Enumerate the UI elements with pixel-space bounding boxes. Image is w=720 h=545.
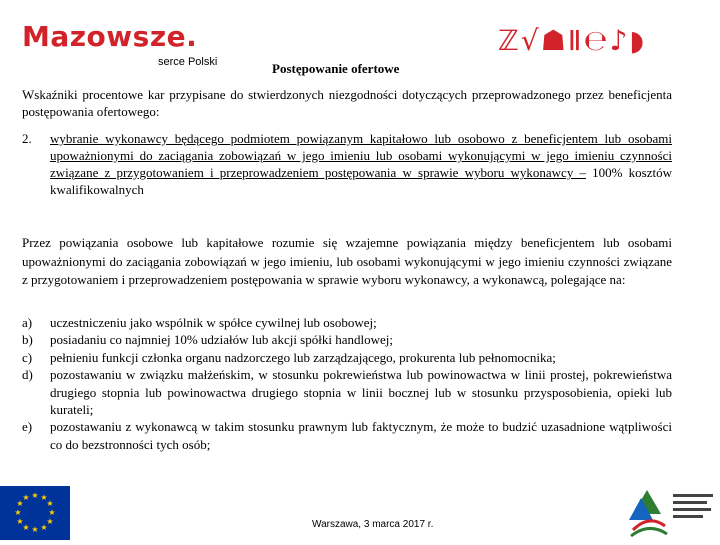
footer-date: Warszawa, 3 marca 2017 r. (312, 519, 434, 530)
logo-subtitle: serce Polski (158, 56, 218, 68)
item-rest-text: 100% kosztów kwalifikowalnych (50, 165, 672, 197)
list-item-text: pozostawaniu w związku małżeńskim, w stosunku pokrewieństwa lub powinowactwa w linii prostej, pokrewieństwa drugiego stopnia lub powinowactwa drugiego stopnia w linii bocznej lub w stosunku przysposobienia, opieki lub kurateli; (50, 367, 672, 418)
svg-text:★: ★ (22, 523, 30, 532)
definition-paragraph: Przez powiązania osobowe lub kapitałowe rozumie się wzajemne powiązania między beneficjentem lub osobami upoważnionymi do zaciągania zobowiązań w jego imieniu, lub osobami wykonującymi w jego imieniu czynności związane z przygotowaniem i przeprowadzeniem postępowania w sprawie wyboru wykonawcy, a wykonawcą, polegające na: (22, 235, 672, 287)
list-item-text: posiadaniu co najmniej 10% udziałów lub akcji spółki handlowej; (50, 332, 393, 348)
intro-text: Wskaźniki procentowe kar przypisane do stwierdzonych niezgodności dotyczących przeprowadzonego przez beneficjenta postępowania ofertowego: (22, 87, 672, 119)
svg-text:★: ★ (22, 493, 30, 502)
svg-text:★: ★ (46, 517, 54, 526)
list-marker: c) (22, 349, 33, 365)
list-item (22, 349, 672, 366)
list-item (22, 314, 672, 331)
svg-text:★: ★ (31, 491, 39, 500)
list-item-2 (22, 130, 672, 198)
relations-list (22, 314, 672, 453)
svg-text:★: ★ (40, 493, 48, 502)
list-item-text: uczestniczeniu jako wspólnik w spółce cywilnej lub osobowej; (50, 315, 377, 330)
page-title: Postępowanie ofertowe (272, 61, 400, 76)
mazowsze-logo: Mazowsze. (22, 20, 198, 53)
program-logo-icon (627, 486, 720, 545)
svg-text:★: ★ (46, 499, 54, 508)
svg-text:★: ★ (48, 508, 56, 517)
item-number: 2. (22, 131, 32, 146)
svg-text:★: ★ (31, 525, 39, 534)
list-marker: a) (22, 315, 33, 330)
eu-flag-icon (0, 486, 70, 545)
list-item (22, 418, 672, 453)
list-item (22, 366, 672, 418)
list-item (22, 331, 672, 348)
list-marker: e) (22, 419, 33, 435)
svg-text:★: ★ (16, 517, 24, 526)
item-underlined-text: wybranie wykonawcy będącego podmiotem powiązanym kapitałowo lub osobowo z beneficjentem lub osobami upoważnionymi do zaciągania zobowiązań w jego imieniu lub osobami wykonującymi w jego imieniu czynności związane z przygotowaniem i przeprowadzeniem postępowania w sprawie wyboru wykonawcy – (50, 131, 672, 180)
list-item-text: pełnieniu funkcji członka organu nadzorczego lub zarządzającego, prokurenta lub pełnomocnika; (50, 349, 556, 365)
svg-text:★: ★ (40, 523, 48, 532)
list-item-text: pozostawaniu z wykonawcą w takim stosunku prawnym lub faktycznym, że może to budzić uzasadnione wątpliwości co do bezstronności tych osób; (50, 419, 672, 452)
list-marker: d) (22, 367, 33, 383)
decorative-glyphs-icon: ℤ√☗Ⅱ℮♪◗ (498, 24, 647, 57)
svg-text:★: ★ (16, 499, 24, 508)
list-marker: b) (22, 332, 33, 348)
svg-text:★: ★ (14, 508, 22, 517)
